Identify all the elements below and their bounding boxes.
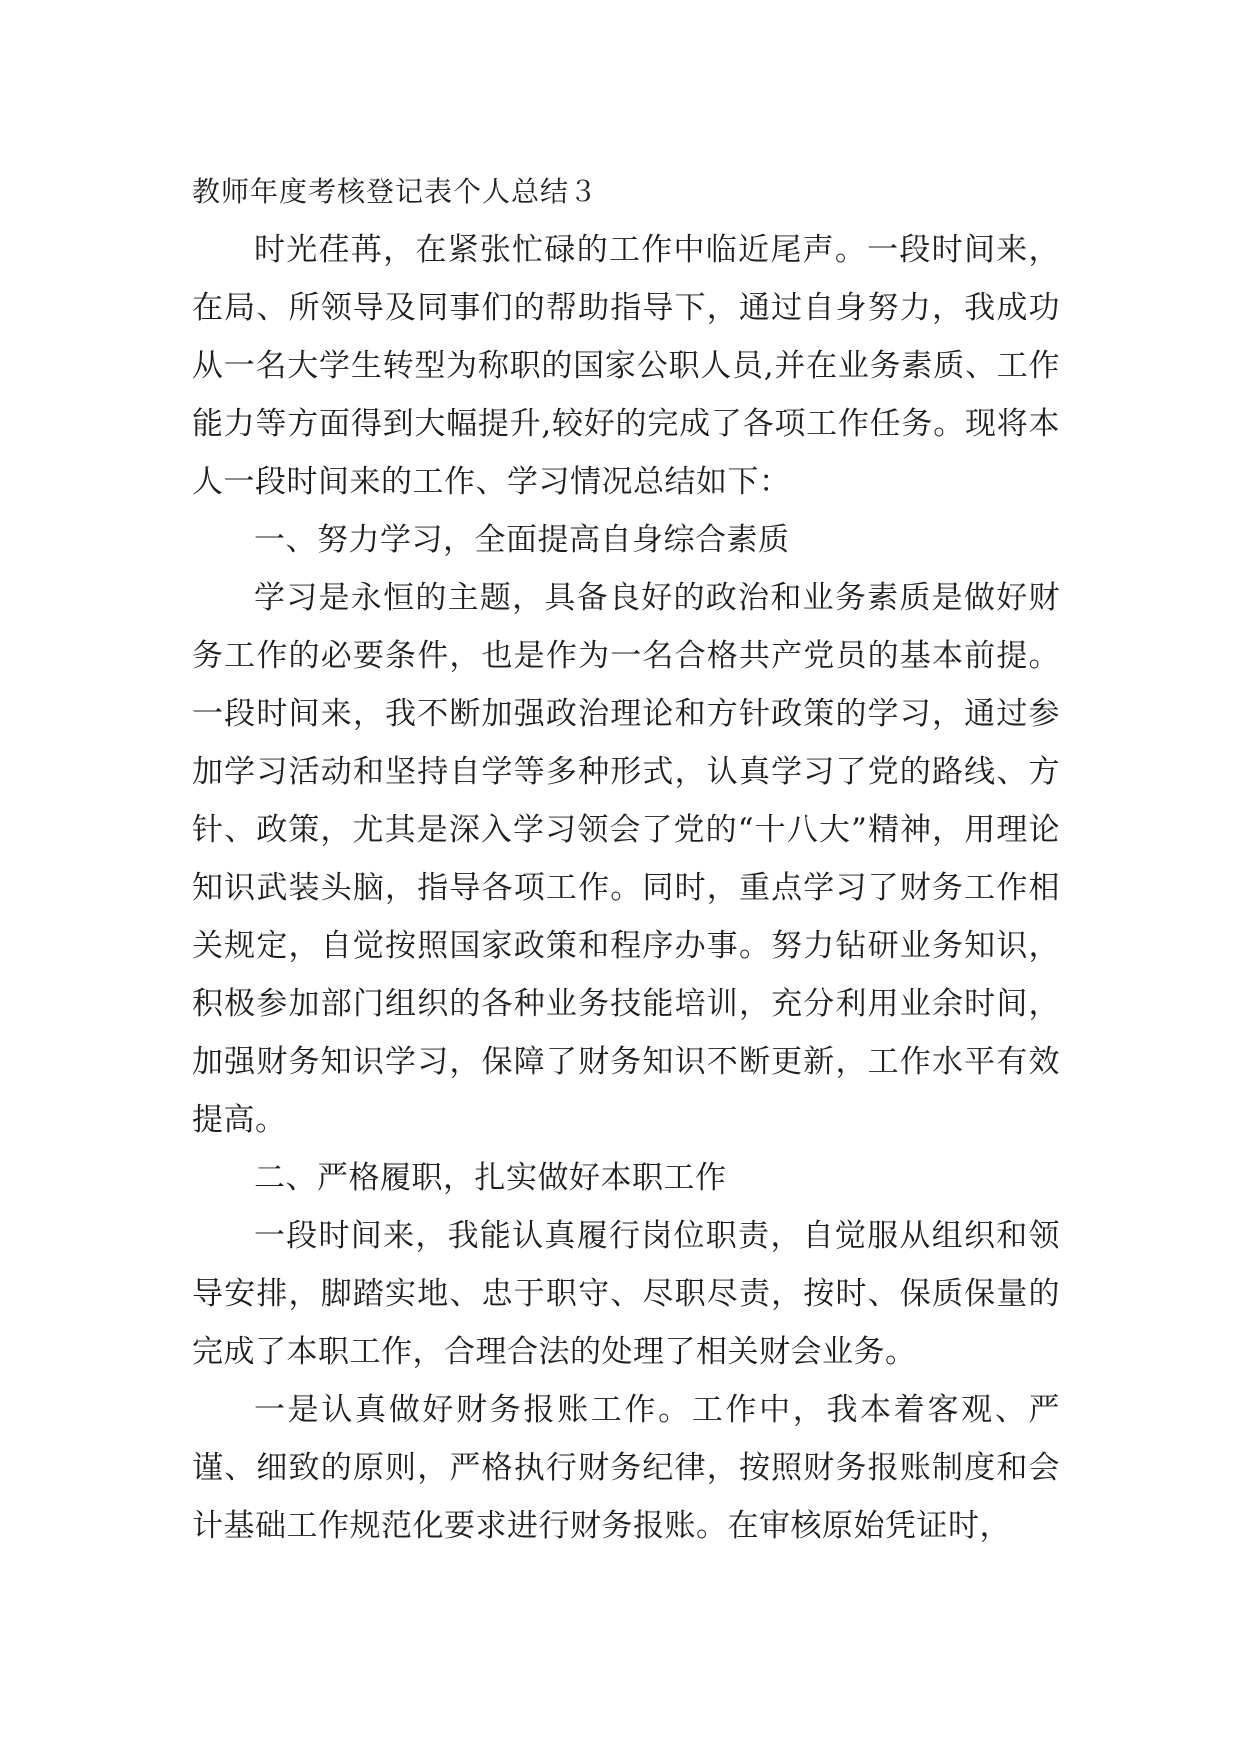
paragraph-study: 学习是永恒的主题，具备良好的政治和业务素质是做好财务工作的必要条件，也是作为一名合格共产党员的基本前提。一段时间来，我不断加强政治理论和方针政策的学习，通过参加学习活动和坚持自学等多种形式，认真学习了党的路线、方针、政策，尤其是深入学习领会了党的“十八大”精神，用理论知识武装头脑，指导各项工作。同时，重点学习了财务工作相关规定，自觉按照国家政策和程序办事。努力钻研业务知识，积极参加部门组织的各种业务技能培训，充分利用业余时间，加强财务知识学习，保障了财务知识不断更新，工作水平有效提高。 (192, 580, 1060, 1138)
paragraph-intro: 时光荏苒，在紧张忙碌的工作中临近尾声。一段时间来，在局、所领导及同事们的帮助指导下，通过自身努力，我成功从一名大学生转型为称职的国家公职人员,并在业务素质、工作能力等方面得到大幅提升,较好的完成了各项工作任务。现将本人一段时间来的工作、学习情况总结如下： (192, 232, 1060, 500)
section-heading-duties: 二、严格履职，扎实做好本职工作 (254, 1160, 727, 1196)
section-heading-study: 一、努力学习，全面提高自身综合素质 (254, 522, 790, 558)
document-body (192, 163, 1060, 1555)
document-title: 教师年度考核登记表个人总结３ (192, 175, 599, 208)
paragraph-reimbursement: 一是认真做好财务报账工作。工作中，我本着客观、严谨、细致的原则，严格执行财务纪律，按照财务报账制度和会计基础工作规范化要求进行财务报账。在审核原始凭证时， (192, 1392, 1060, 1544)
paragraph-duties: 一段时间来，我能认真履行岗位职责，自觉服从组织和领导安排，脚踏实地、忠于职守、尽职尽责，按时、保质保量的完成了本职工作，合理合法的处理了相关财会业务。 (192, 1218, 1060, 1370)
